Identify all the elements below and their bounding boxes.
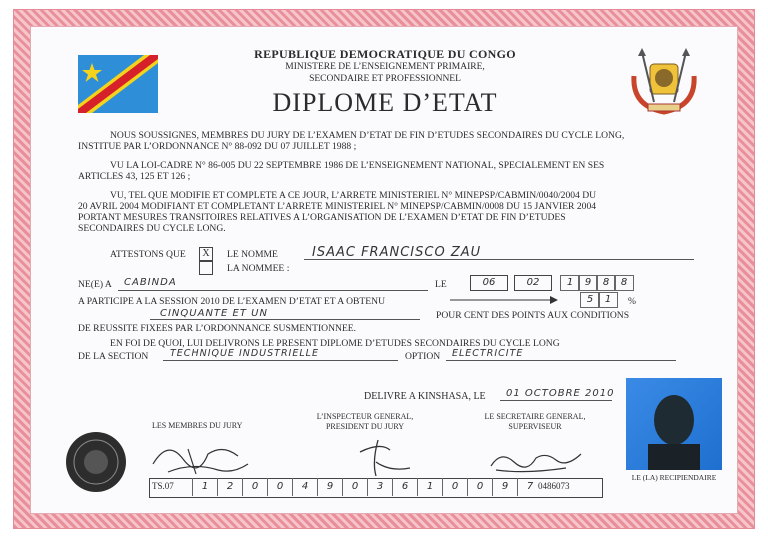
le-nomme-label: LE NOMME xyxy=(227,249,278,260)
la-nommee-label: LA NOMMEE : xyxy=(227,263,290,274)
person-icon xyxy=(626,378,722,470)
serial-digit: 0 xyxy=(442,478,467,496)
birth-day: 06 xyxy=(470,275,508,291)
name-underline xyxy=(304,259,694,260)
female-checkbox xyxy=(199,261,213,275)
birthplace: CABINDA xyxy=(124,277,177,288)
attestons-label: ATTESTONS QUE xyxy=(110,249,186,260)
coat-of-arms-icon xyxy=(624,46,704,118)
percent-in-words: CINQUANTE ET UN xyxy=(160,308,268,319)
preamble-p3-line1: VU, TEL QUE MODIFIE ET COMPLETE A CE JOUR, L’ARRETE MINISTERIEL N° MINEPSP/CABMIN/0040/2004 DU xyxy=(110,190,597,201)
serial-digit: 0 xyxy=(467,478,492,496)
birth-year-digit: 9 xyxy=(578,275,598,291)
delivery-date-underline xyxy=(500,400,612,401)
inspector-label-1: L’INSPECTEUR GENERAL, xyxy=(316,412,414,421)
birth-year-digit: 8 xyxy=(596,275,616,291)
section-underline xyxy=(163,360,398,361)
serial-digit: 7 xyxy=(517,478,542,496)
round-seal-icon xyxy=(64,430,128,494)
serial-code: TS.07 xyxy=(152,481,174,491)
participation-text: A PARTICIPE A LA SESSION 2010 DE L’EXAMEN D’ETAT ET A OBTENU xyxy=(78,296,386,307)
ministry-line-1: MINISTERE DE L’ENSEIGNEMENT PRIMAIRE, xyxy=(285,62,485,72)
ministry-line-2: SECONDAIRE ET PROFESSIONNEL xyxy=(309,74,461,84)
section-value: TECHNIQUE INDUSTRIELLE xyxy=(170,348,319,359)
jury-signature xyxy=(148,434,258,478)
preamble-p1-line2: INSTITUE PAR L’ORDONNANCE N° 88-092 DU 07 JUILLET 1988 ; xyxy=(78,141,357,152)
option-value: ELECTRICITE xyxy=(452,348,524,359)
serial-digit: 1 xyxy=(192,478,217,496)
serial-digit: 2 xyxy=(217,478,242,496)
serial-digit: 4 xyxy=(292,478,317,496)
serial-digit: 3 xyxy=(367,478,392,496)
serial-digit: 1 xyxy=(417,478,442,496)
serial-digit: 0 xyxy=(342,478,367,496)
preamble-p1-line1: NOUS SOUSSIGNES, MEMBRES DU JURY DE L’EXAMEN D’ETAT DE FIN D’ETUDES SECONDAIRES DU CYCLE LONG, xyxy=(110,130,625,141)
birthplace-underline xyxy=(118,290,428,291)
recipient-photo xyxy=(626,378,722,470)
secretary-signature xyxy=(486,440,586,476)
percent-of-points-text: POUR CENT DES POINTS AUX CONDITIONS xyxy=(436,310,630,321)
serial-digit-row xyxy=(192,478,542,496)
preamble-p3-line3: PORTANT MESURES TRANSITOIRES RELATIVES A L’ORGANISATION DE L’EXAMEN D’ETAT DE FIN D’ETUDES xyxy=(78,212,566,223)
birth-date-label: LE xyxy=(435,279,447,290)
drc-flag-icon xyxy=(78,55,158,113)
serial-digit: 0 xyxy=(242,478,267,496)
serial-number: 0486073 xyxy=(538,481,570,491)
delivery-date: 01 OCTOBRE 2010 xyxy=(506,388,615,399)
male-checkbox: X xyxy=(199,247,213,261)
secretary-label-2: SUPERVISEUR xyxy=(508,422,562,431)
serial-digit: 0 xyxy=(267,478,292,496)
birth-year-digit: 8 xyxy=(614,275,634,291)
percent-digit: 1 xyxy=(598,292,618,308)
serial-digit: 9 xyxy=(492,478,517,496)
recipient-label: LE (LA) RECIPIENDAIRE xyxy=(631,473,717,482)
inspector-signature xyxy=(350,432,420,480)
option-underline xyxy=(446,360,676,361)
diploma-title: DIPLOME D’ETAT xyxy=(272,88,498,117)
born-at-label: NE(E) A xyxy=(78,279,112,290)
recipient-name: ISAAC FRANCISCO ZAU xyxy=(312,245,482,260)
birth-month: 02 xyxy=(514,275,552,291)
percent-sign: % xyxy=(628,296,636,307)
secretary-label-1: LE SECRETAIRE GENERAL, xyxy=(484,412,586,421)
delivered-at-label: DELIVRE A KINSHASA, LE xyxy=(364,391,486,402)
serial-digit: 9 xyxy=(317,478,342,496)
option-label: OPTION xyxy=(405,351,441,362)
preamble-p2-line1: VU LA LOI-CADRE N° 86-005 DU 22 SEPTEMBRE 1986 DE L’ENSEIGNEMENT NATIONAL, SPECIALEMENT EN SES xyxy=(110,160,605,171)
reussite-text: DE REUSSITE FIXEES PAR L’ORDONNANCE SUSMENTIONNEE. xyxy=(78,323,357,334)
section-label: DE LA SECTION xyxy=(78,351,149,362)
percent-words-underline xyxy=(150,319,420,320)
percent-digit: 5 xyxy=(580,292,600,308)
arrow-icon xyxy=(450,294,560,306)
inspector-label-2: PRESIDENT DU JURY xyxy=(325,422,405,431)
serial-digit: 6 xyxy=(392,478,417,496)
country-name: REPUBLIQUE DEMOCRATIQUE DU CONGO xyxy=(254,47,516,61)
preamble-p2-line2: ARTICLES 43, 125 ET 126 ; xyxy=(78,171,191,182)
birth-year-digit: 1 xyxy=(560,275,580,291)
jury-members-label: LES MEMBRES DU JURY xyxy=(152,421,243,430)
preamble-p3-line2: 20 AVRIL 2004 MODIFIANT ET COMPLETANT L’ARRETE MINISTERIEL N° MINEPSP/CABMIN/0008 DU 15 JANVIER 2004 xyxy=(78,201,597,212)
en-foi-text: EN FOI DE QUOI, LUI DELIVRONS LE PRESENT DIPLOME D’ETUDES SECONDAIRES DU CYCLE LONG xyxy=(110,338,560,349)
preamble-p3-line4: SECONDAIRES DU CYCLE LONG. xyxy=(78,223,226,234)
